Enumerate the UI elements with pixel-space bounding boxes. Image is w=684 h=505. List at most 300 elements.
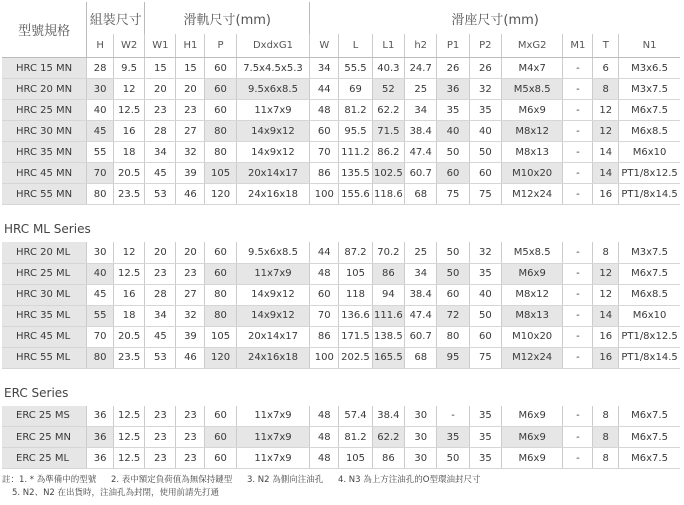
value-cell: 34 [405, 100, 437, 121]
value-cell: 136.6 [339, 305, 372, 326]
value-cell: 55.5 [339, 58, 372, 79]
value-cell: 48 [310, 427, 339, 448]
value-cell: 40 [87, 263, 114, 284]
value-cell: - [563, 263, 593, 284]
value-cell: 32 [469, 79, 501, 100]
value-cell: 25 [405, 79, 437, 100]
value-cell: 24x16x18 [236, 184, 310, 205]
value-cell: 12 [593, 100, 619, 121]
value-cell: 86 [372, 263, 404, 284]
value-cell: 60 [469, 326, 501, 347]
rail-header: 滑軌尺寸(mm) [145, 2, 310, 34]
column-header: DxdxG1 [236, 34, 310, 58]
value-cell: 20.5 [113, 163, 144, 184]
value-cell: 50 [437, 242, 469, 263]
value-cell: 202.5 [339, 347, 372, 368]
value-cell: M6x7.5 [619, 100, 680, 121]
value-cell: 20x14x17 [236, 326, 310, 347]
value-cell: 9.5x6x8.5 [236, 79, 310, 100]
value-cell: 53 [145, 347, 176, 368]
model-cell: ERC 25 MS [2, 406, 87, 427]
value-cell: 14 [593, 305, 619, 326]
model-cell: ERC 25 ML [2, 448, 87, 469]
value-cell: M6x7.5 [619, 427, 680, 448]
value-cell: 81.2 [339, 427, 372, 448]
value-cell: 12.5 [113, 100, 144, 121]
value-cell: 30 [87, 79, 114, 100]
value-cell: M4x7 [502, 58, 563, 79]
value-cell: 75 [469, 184, 501, 205]
value-cell: 12.5 [113, 263, 144, 284]
model-cell: HRC 20 ML [2, 242, 87, 263]
value-cell: 70 [87, 163, 114, 184]
value-cell: 138.5 [372, 326, 404, 347]
value-cell: M6x10 [619, 305, 680, 326]
value-cell: 120 [205, 184, 236, 205]
value-cell: 100 [310, 184, 339, 205]
value-cell: 34 [405, 263, 437, 284]
table-row [2, 121, 680, 142]
table-row [2, 263, 680, 284]
value-cell: - [563, 184, 593, 205]
value-cell: 81.2 [339, 100, 372, 121]
table-row [2, 326, 680, 347]
value-cell: 40 [87, 100, 114, 121]
model-cell: HRC 30 MN [2, 121, 87, 142]
value-cell: M3x6.5 [619, 58, 680, 79]
value-cell: 60 [437, 163, 469, 184]
value-cell: 12 [593, 263, 619, 284]
table-row [2, 406, 680, 427]
value-cell: 38.4 [372, 406, 404, 427]
value-cell: 39 [176, 163, 205, 184]
value-cell: M8x12 [502, 284, 563, 305]
value-cell: 80 [87, 184, 114, 205]
value-cell: 60 [205, 406, 236, 427]
value-cell: 118.6 [372, 184, 404, 205]
value-cell: 60 [310, 284, 339, 305]
value-cell: 23 [145, 100, 176, 121]
model-cell: HRC 55 ML [2, 347, 87, 368]
column-header-row [2, 34, 680, 58]
note-4: 4. N3 為上方注油孔的O型環油封尺寸 [337, 475, 481, 485]
value-cell: 44 [310, 79, 339, 100]
value-cell: 16 [113, 121, 144, 142]
value-cell: - [563, 242, 593, 263]
table-row [2, 58, 680, 79]
value-cell: 55 [87, 305, 114, 326]
value-cell: 68 [405, 347, 437, 368]
series-title-row [2, 374, 680, 406]
value-cell: 171.5 [339, 326, 372, 347]
value-cell: 52 [372, 79, 404, 100]
value-cell: 23 [176, 263, 205, 284]
value-cell: 23 [176, 448, 205, 469]
note-3: 3. N2 為側向注油孔 [247, 475, 324, 485]
value-cell: M6x9 [502, 448, 563, 469]
table-row [2, 427, 680, 448]
value-cell: - [563, 79, 593, 100]
value-cell: 20x14x17 [236, 163, 310, 184]
footnotes [2, 474, 492, 500]
value-cell: 60 [469, 163, 501, 184]
value-cell: 62.2 [372, 100, 404, 121]
value-cell: 35 [469, 448, 501, 469]
model-header: 型號規格 [2, 2, 87, 58]
value-cell: 111.2 [339, 142, 372, 163]
note-1: 註：1. * 為準備中的型號 [2, 475, 97, 485]
value-cell: 26 [469, 58, 501, 79]
value-cell: 20 [145, 79, 176, 100]
value-cell: 60 [205, 242, 236, 263]
value-cell: 75 [437, 184, 469, 205]
value-cell: M6x9 [502, 263, 563, 284]
value-cell: 70 [310, 142, 339, 163]
value-cell: 35 [469, 100, 501, 121]
value-cell: M6x9 [502, 427, 563, 448]
series-title: HRC ML Series [4, 222, 91, 236]
value-cell: 8 [593, 242, 619, 263]
value-cell: - [563, 121, 593, 142]
table-row [2, 163, 680, 184]
table-body [2, 58, 680, 469]
table-row [2, 184, 680, 205]
value-cell: 23 [145, 263, 176, 284]
value-cell: 27 [176, 284, 205, 305]
value-cell: 120 [205, 347, 236, 368]
model-cell: HRC 55 MN [2, 184, 87, 205]
value-cell: 36 [87, 427, 114, 448]
value-cell: M10x20 [502, 326, 563, 347]
table-row [2, 242, 680, 263]
value-cell: 60 [205, 100, 236, 121]
table-row [2, 448, 680, 469]
value-cell: 27 [176, 121, 205, 142]
value-cell: - [437, 406, 469, 427]
value-cell: 9.5x6x8.5 [236, 242, 310, 263]
value-cell: M5x8.5 [502, 242, 563, 263]
value-cell: 95 [437, 347, 469, 368]
value-cell: 50 [469, 142, 501, 163]
value-cell: 40.3 [372, 58, 404, 79]
value-cell: 105 [339, 448, 372, 469]
value-cell: M3x7.5 [619, 242, 680, 263]
value-cell: 60.7 [405, 326, 437, 347]
value-cell: 8 [593, 79, 619, 100]
table-row [2, 347, 680, 368]
value-cell: 14x9x12 [236, 305, 310, 326]
value-cell: M6x8.5 [619, 121, 680, 142]
column-header: W1 [145, 34, 176, 58]
value-cell: 14 [593, 142, 619, 163]
value-cell: 34 [145, 305, 176, 326]
value-cell: M12x24 [502, 184, 563, 205]
assembly-header: 組裝尺寸 [87, 2, 145, 34]
value-cell: 40 [469, 284, 501, 305]
value-cell: 11x7x9 [236, 263, 310, 284]
value-cell: - [563, 427, 593, 448]
value-cell: 155.6 [339, 184, 372, 205]
value-cell: 60 [205, 263, 236, 284]
value-cell: - [563, 406, 593, 427]
value-cell: 102.5 [372, 163, 404, 184]
value-cell: 50 [437, 142, 469, 163]
value-cell: 80 [205, 305, 236, 326]
value-cell: PT1/8x14.5 [619, 184, 680, 205]
value-cell: 48 [310, 100, 339, 121]
column-header: h2 [405, 34, 437, 58]
value-cell: 60 [205, 58, 236, 79]
value-cell: 70 [87, 326, 114, 347]
model-cell: HRC 30 ML [2, 284, 87, 305]
value-cell: 32 [469, 242, 501, 263]
value-cell: 86 [310, 326, 339, 347]
value-cell: 9.5 [113, 58, 144, 79]
value-cell: 40 [469, 121, 501, 142]
column-header: MxG2 [502, 34, 563, 58]
table-row [2, 305, 680, 326]
value-cell: 30 [405, 448, 437, 469]
value-cell: 12.5 [113, 406, 144, 427]
value-cell: 50 [437, 263, 469, 284]
value-cell: 16 [593, 184, 619, 205]
column-header: W [310, 34, 339, 58]
value-cell: - [563, 347, 593, 368]
series-title-row [2, 210, 680, 242]
value-cell: 30 [405, 406, 437, 427]
value-cell: 23 [145, 427, 176, 448]
value-cell: 8 [593, 406, 619, 427]
value-cell: 94 [372, 284, 404, 305]
value-cell: 86.2 [372, 142, 404, 163]
value-cell: 23 [176, 406, 205, 427]
value-cell: 38.4 [405, 284, 437, 305]
value-cell: M6x7.5 [619, 406, 680, 427]
model-cell: ERC 25 MN [2, 427, 87, 448]
value-cell: 30 [405, 427, 437, 448]
value-cell: 14 [593, 163, 619, 184]
value-cell: 48 [310, 263, 339, 284]
value-cell: 14x9x12 [236, 284, 310, 305]
value-cell: 34 [145, 142, 176, 163]
value-cell: 30 [87, 242, 114, 263]
value-cell: 80 [205, 142, 236, 163]
note-2: 2. 表中額定負荷值為無保持鏈型 [110, 475, 233, 485]
value-cell: 53 [145, 184, 176, 205]
value-cell: 16 [593, 326, 619, 347]
value-cell: 165.5 [372, 347, 404, 368]
value-cell: M6x8.5 [619, 284, 680, 305]
value-cell: 23.5 [113, 184, 144, 205]
value-cell: 35 [469, 263, 501, 284]
value-cell: - [563, 142, 593, 163]
value-cell: 69 [339, 79, 372, 100]
value-cell: 95.5 [339, 121, 372, 142]
value-cell: 11x7x9 [236, 448, 310, 469]
column-header: H1 [176, 34, 205, 58]
value-cell: 36 [87, 406, 114, 427]
value-cell: 35 [437, 427, 469, 448]
value-cell: 20 [176, 79, 205, 100]
value-cell: 14x9x12 [236, 142, 310, 163]
column-header: P2 [469, 34, 501, 58]
value-cell: 15 [145, 58, 176, 79]
value-cell: 80 [205, 284, 236, 305]
value-cell: 45 [145, 326, 176, 347]
value-cell: 32 [176, 305, 205, 326]
value-cell: 39 [176, 326, 205, 347]
value-cell: 62.2 [372, 427, 404, 448]
value-cell: M6x7.5 [619, 263, 680, 284]
value-cell: - [563, 58, 593, 79]
value-cell: 72 [437, 305, 469, 326]
value-cell: 80 [205, 121, 236, 142]
value-cell: 23.5 [113, 347, 144, 368]
value-cell: 28 [87, 58, 114, 79]
value-cell: PT1/8x12.5 [619, 326, 680, 347]
note-5: 5. N2、N2 在出貨時，注油孔為封閉，使用前請先打通 [12, 488, 220, 498]
value-cell: 70.2 [372, 242, 404, 263]
value-cell: 34 [310, 58, 339, 79]
value-cell: 71.5 [372, 121, 404, 142]
value-cell: 118 [339, 284, 372, 305]
table-row [2, 284, 680, 305]
value-cell: 18 [113, 305, 144, 326]
value-cell: 24x16x18 [236, 347, 310, 368]
value-cell: M8x13 [502, 305, 563, 326]
value-cell: M12x24 [502, 347, 563, 368]
value-cell: 100 [310, 347, 339, 368]
column-header: P1 [437, 34, 469, 58]
value-cell: 60 [205, 427, 236, 448]
value-cell: 57.4 [339, 406, 372, 427]
value-cell: 8 [593, 427, 619, 448]
model-cell: HRC 25 ML [2, 263, 87, 284]
value-cell: 26 [437, 58, 469, 79]
model-cell: HRC 45 MN [2, 163, 87, 184]
value-cell: M3x7.5 [619, 79, 680, 100]
group-header-row [2, 2, 680, 34]
column-header: M1 [563, 34, 593, 58]
value-cell: M8x13 [502, 142, 563, 163]
value-cell: PT1/8x12.5 [619, 163, 680, 184]
value-cell: 105 [339, 263, 372, 284]
value-cell: 47.4 [405, 305, 437, 326]
column-header: N1 [619, 34, 680, 58]
value-cell: 75 [469, 347, 501, 368]
value-cell: M6x9 [502, 100, 563, 121]
value-cell: 35 [469, 427, 501, 448]
value-cell: 60 [437, 284, 469, 305]
value-cell: 8 [593, 448, 619, 469]
value-cell: - [563, 305, 593, 326]
value-cell: M5x8.5 [502, 79, 563, 100]
value-cell: 23 [176, 100, 205, 121]
value-cell: 11x7x9 [236, 406, 310, 427]
value-cell: - [563, 100, 593, 121]
value-cell: 45 [87, 121, 114, 142]
value-cell: 50 [469, 305, 501, 326]
value-cell: 68 [405, 184, 437, 205]
value-cell: 111.6 [372, 305, 404, 326]
value-cell: M6x10 [619, 142, 680, 163]
value-cell: M6x9 [502, 406, 563, 427]
block-header: 滑座尺寸(mm) [451, 12, 539, 28]
model-cell: HRC 35 MN [2, 142, 87, 163]
value-cell: 60.7 [405, 163, 437, 184]
value-cell: 12 [113, 242, 144, 263]
value-cell: 86 [372, 448, 404, 469]
value-cell: 35 [437, 100, 469, 121]
value-cell: 12 [593, 284, 619, 305]
column-header: T [593, 34, 619, 58]
value-cell: 40 [437, 121, 469, 142]
value-cell: 11x7x9 [236, 100, 310, 121]
value-cell: 35 [469, 406, 501, 427]
value-cell: 38.4 [405, 121, 437, 142]
model-cell: HRC 35 ML [2, 305, 87, 326]
value-cell: 28 [145, 284, 176, 305]
value-cell: 60 [310, 121, 339, 142]
value-cell: 15 [176, 58, 205, 79]
value-cell: 7.5x4.5x5.3 [236, 58, 310, 79]
model-cell: HRC 45 ML [2, 326, 87, 347]
value-cell: PT1/8x14.5 [619, 347, 680, 368]
value-cell: 18 [113, 142, 144, 163]
value-cell: 50 [437, 448, 469, 469]
column-header: P [205, 34, 236, 58]
column-header: L [339, 34, 372, 58]
value-cell: 60 [205, 448, 236, 469]
column-header: H [87, 34, 114, 58]
value-cell: 16 [113, 284, 144, 305]
value-cell: 44 [310, 242, 339, 263]
model-cell: HRC 20 MN [2, 79, 87, 100]
value-cell: - [563, 163, 593, 184]
model-cell: HRC 25 MN [2, 100, 87, 121]
value-cell: 12 [113, 79, 144, 100]
value-cell: 20 [176, 242, 205, 263]
value-cell: M6x7.5 [619, 448, 680, 469]
value-cell: 36 [87, 448, 114, 469]
value-cell: - [563, 326, 593, 347]
value-cell: 48 [310, 448, 339, 469]
table-row [2, 142, 680, 163]
value-cell: 20.5 [113, 326, 144, 347]
value-cell: 14x9x12 [236, 121, 310, 142]
value-cell: 32 [176, 142, 205, 163]
value-cell: 12 [593, 121, 619, 142]
value-cell: - [563, 284, 593, 305]
value-cell: 12.5 [113, 448, 144, 469]
value-cell: 48 [310, 406, 339, 427]
table-row [2, 100, 680, 121]
value-cell: 105 [205, 326, 236, 347]
value-cell: 12.5 [113, 427, 144, 448]
column-header: L1 [372, 34, 404, 58]
value-cell: 105 [205, 163, 236, 184]
value-cell: M8x12 [502, 121, 563, 142]
value-cell: - [563, 448, 593, 469]
value-cell: 6 [593, 58, 619, 79]
value-cell: 47.4 [405, 142, 437, 163]
value-cell: 23 [145, 448, 176, 469]
value-cell: 55 [87, 142, 114, 163]
value-cell: 23 [145, 406, 176, 427]
value-cell: 25 [405, 242, 437, 263]
table-row [2, 79, 680, 100]
model-cell: HRC 15 MN [2, 58, 87, 79]
